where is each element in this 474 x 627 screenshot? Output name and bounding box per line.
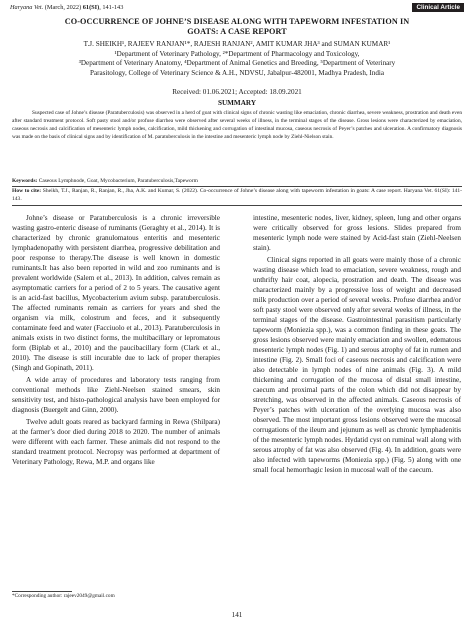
right-column: [253, 213, 461, 477]
issue-date: (March, 2022): [43, 4, 83, 11]
title-line: CO-OCCURRENCE OF JOHNE’S DISEASE ALONG WITH TAPEWORM INFESTATION IN: [64, 17, 410, 26]
title-line: GOATS: A CASE REPORT: [187, 27, 287, 37]
journal-citation-line: [10, 4, 123, 11]
page-range: , 141-143: [99, 4, 124, 11]
summary-text: Suspected case of Johne’s disease (Paratuberculosis) was observed in a herd of goat with clinical signs of chronic wasting like emaciation, chronic diarrhea, severe weakness, prostration and death even after standard treatment protocol. Soft pasty stool and/or profuse diarrhea were observed after several weeks of illness, in the terminal stages of the disease. Gross lesions were characterized by emaciation, caseous necrosis and calcification of mesenteric lymph nodes, calcification, mild thickening and corrugation of intestinal mucosa, caseous necrosis of Peyer’s patches and ulceration. A confirmatory diagnosis was made on the basis of clinical signs and by identification of M. paratuberculosis in the intestine and mesenteric lymph node by Ziehl-Nielson stain.: [12, 110, 462, 140]
article-title: [22, 17, 452, 37]
page-number: 141: [231, 611, 243, 619]
footnote-divider: [12, 591, 72, 592]
how-to-cite-label: How to cite:: [12, 188, 42, 194]
paragraph: Johne’s disease or Paratuberculosis is a chronic irreversible wasting gastro-enteric disease of ruminants (Geraghty et al., 2014). It is characterized by chronic granulomatous enteritis and mesenteric lymphadenopathy with persistent diarrhea, progressive debilitation and poor response to therapy.The disease is well known in domestic ruminants.It has also been reported in wild and zoo ruminants and is prevalent worldwide (Salem et al., 2013). In addition, calves remain as asymptomatic carriers for a period of 2 to 5 years. The causative agent is an acid-fast bacillus, Mycobacterium avium subsp. paratuberculosis. The affected ruminants remain as carriers for years and shed the organism via milk, colostrum and feces, and it subsequently contaminate feed and water (Facciuolo et al., 2013). Paratuberculosis in animals exists in two distinct forms, the multibacillary or lepromatous form (Biplab et al., 2010) and the paucibacillary form (Clark et al., 2010). The disease is still incurable due to lack of proper therapies (Singh and Gopinath, 2011).: [12, 214, 220, 372]
summary-heading: SUMMARY: [217, 99, 257, 107]
journal-name: Haryana Vet.: [10, 4, 44, 11]
paragraph: A wide array of procedures and laboratory tests ranging from conventional methods like Ziehl-Neelsen stained smears, skin sensitivity test, and histo-pathological analysis have been employed for diagnosis (Buergelt and Ginn, 2000).: [12, 376, 220, 414]
divider: [12, 186, 462, 187]
keywords: [12, 178, 462, 184]
left-column: [12, 213, 220, 469]
volume: 61(SI): [82, 4, 100, 11]
paragraph: Twelve adult goats reared as backyard farming in Rewa (Shilpara) at the farmer’s door died during 2018 to 2020. The number of animals were different with each farmer. These animals did not respond to the standard treatment protocol. Necropsy was performed at department of Veterinary Pathology, Rewa, M.P. and organs like: [12, 418, 220, 466]
paragraph: Clinical signs reported in all goats were mainly those of a chronic wasting disease which lead to emaciation, severe weakness, rough and unthrifty hair coat, alopecia, prostration and death. The disease was characterized mainly by a progressive loss of weight and decreased milk production over a period of several weeks. Profuse diarrhea and/or soft pasty stool were observed only after several weeks of illness, in the terminal stages of the disease. Gastrointestinal parasitism particularly tapeworm (Moniezia spp.), was a common finding in these goats. The gross lesions observed were mainly emaciation and swollen, edematous mesenteric lymph nodes (Fig. 1) and serous atrophy of fat in rumen and intestine (Fig. 2). Small foci of caseous necrosis and calcification were also detectable in lymph nodes of nine animals (Fig. 3). A mild thickening and corrugation of the mucosa of distal small intestine, caecum and proximal parts of the colon which did not disappear by stretching, was observed in the affected animals. Caseous necrosis of Peyer’s patches with ulceration of the overlying mucosa was also observed. The most important gross lesions observed were the mucosal corrugations of the ileum and jejunum as well as chronic lymphadenitis of the mesenteric lymph nodes. Hydatid cyst on ruminal wall along with serous atrophy of fat was also observed (Fig. 4). In addition, goats were also infected with tapeworms (Moniezia spp.) (Fig. 5) along with one small focal hemorrhagic lesion in mucosal wall of the caecum.: [253, 256, 461, 474]
affiliation-line: Parasitology, College of Veterinary Science & A.H., NDVSU, Jabalpur-482001, Madhya Pradesh, India: [90, 68, 384, 77]
article-type-badge: Clinical Article: [412, 3, 464, 12]
paragraph: intestine, mesenteric nodes, liver, kidney, spleen, lung and other organs were critically observed for gross lesions. Slides prepared from mesenteric lymph node were stained by Acid-fast stain (Ziehl-Neelsen stain).: [253, 214, 461, 252]
affiliation-line: ¹Department of Veterinary Pathology, ²*Department of Pharmacology and Toxicology,: [114, 49, 360, 58]
affiliation-line: ³Department of Veterinary Anatomy, ⁴Department of Animal Genetics and Breeding, ⁵Department of Veterinary: [78, 59, 396, 68]
keywords-label: Keywords:: [12, 178, 38, 184]
received-accepted-dates: Received: 01.06.2021; Accepted: 18.09.2021: [172, 88, 302, 96]
keywords-text: Caseous Lymphnode, Goat, Mycobacterium, Paratuberculosis,Tapeworm: [37, 178, 198, 184]
how-to-cite-text: Sheikh, T.J., Ranjan, R., Ranjan, R., Jha, A.K. and Kumar, S. (2022). Co-occurrence of Johne’s disease along with tapeworm infestation in goats: A case report. Haryana Vet. 61(SI): 141-143.: [12, 188, 462, 202]
how-to-cite: [12, 188, 462, 204]
corresponding-author-footnote: *Corresponding author: rajeev2049@gmail.com: [12, 593, 115, 599]
author-list: T.J. SHEIKH¹, RAJEEV RANJAN¹*, RAJESH RANJAN², AMIT KUMAR JHA³ and SUMAN KUMAR¹: [83, 40, 391, 48]
affiliations: [10, 50, 464, 79]
divider: [12, 205, 462, 206]
